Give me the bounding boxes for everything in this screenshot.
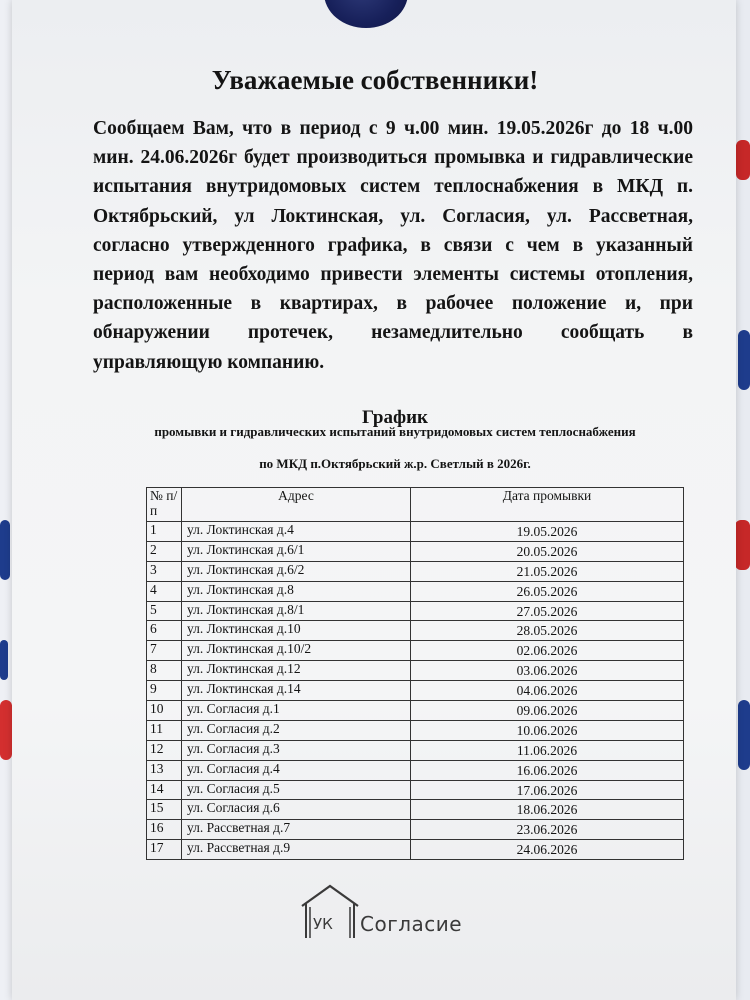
cell-address: ул. Согласия д.3 bbox=[182, 740, 411, 760]
cell-num: 5 bbox=[147, 601, 182, 621]
cell-num: 12 bbox=[147, 740, 182, 760]
cell-num: 14 bbox=[147, 780, 182, 800]
cell-date: 19.05.2026 bbox=[411, 522, 684, 542]
cell-num: 1 bbox=[147, 522, 182, 542]
cell-date: 03.06.2026 bbox=[411, 661, 684, 681]
cell-num: 2 bbox=[147, 541, 182, 561]
wall-decoration bbox=[738, 700, 750, 770]
cell-address: ул. Локтинская д.6/2 bbox=[182, 561, 411, 581]
cell-num: 17 bbox=[147, 840, 182, 860]
table-row bbox=[147, 641, 684, 661]
cell-num: 3 bbox=[147, 561, 182, 581]
wall-decoration bbox=[0, 640, 8, 680]
table-row bbox=[147, 720, 684, 740]
cell-num: 10 bbox=[147, 701, 182, 721]
cell-date: 24.06.2026 bbox=[411, 840, 684, 860]
notice-title: Уважаемые собственники! bbox=[211, 65, 539, 95]
cell-date: 17.06.2026 bbox=[411, 780, 684, 800]
table-row bbox=[147, 561, 684, 581]
table-row bbox=[147, 780, 684, 800]
cell-date: 10.06.2026 bbox=[411, 720, 684, 740]
wall-decoration bbox=[738, 330, 750, 390]
cell-date: 04.06.2026 bbox=[411, 681, 684, 701]
table-row bbox=[147, 701, 684, 721]
cell-num: 13 bbox=[147, 760, 182, 780]
cell-date: 20.05.2026 bbox=[411, 541, 684, 561]
logo-mark: УК bbox=[313, 915, 333, 933]
cell-address: ул. Локтинская д.14 bbox=[182, 681, 411, 701]
house-outline-icon bbox=[298, 882, 362, 942]
table-row bbox=[147, 601, 684, 621]
cell-date: 23.06.2026 bbox=[411, 820, 684, 840]
cell-address: ул. Рассветная д.7 bbox=[182, 820, 411, 840]
cell-date: 28.05.2026 bbox=[411, 621, 684, 641]
cell-address: ул. Локтинская д.6/1 bbox=[182, 541, 411, 561]
company-logo bbox=[298, 882, 498, 942]
cell-date: 18.06.2026 bbox=[411, 800, 684, 820]
schedule-title: График bbox=[362, 407, 428, 428]
cell-address: ул. Локтинская д.12 bbox=[182, 661, 411, 681]
cell-num: 16 bbox=[147, 820, 182, 840]
cell-num: 15 bbox=[147, 800, 182, 820]
cell-address: ул. Локтинская д.4 bbox=[182, 522, 411, 542]
table-row bbox=[147, 760, 684, 780]
cell-num: 11 bbox=[147, 720, 182, 740]
cell-address: ул. Согласия д.1 bbox=[182, 701, 411, 721]
schedule-subtitle: промывки и гидравлических испытаний внутридомовых систем теплоснабжения bbox=[154, 424, 636, 439]
table-row bbox=[147, 840, 684, 860]
cell-address: ул. Локтинская д.10 bbox=[182, 621, 411, 641]
cell-num: 7 bbox=[147, 641, 182, 661]
table-row bbox=[147, 820, 684, 840]
wall-decoration bbox=[735, 520, 750, 570]
header-address: Адрес bbox=[182, 488, 411, 522]
cell-date: 27.05.2026 bbox=[411, 601, 684, 621]
schedule-table bbox=[146, 487, 684, 860]
cell-date: 16.06.2026 bbox=[411, 760, 684, 780]
table-row bbox=[147, 800, 684, 820]
cell-address: ул. Согласия д.5 bbox=[182, 780, 411, 800]
cell-num: 9 bbox=[147, 681, 182, 701]
cell-date: 09.06.2026 bbox=[411, 701, 684, 721]
header-number: № п/п bbox=[147, 488, 182, 522]
table-row bbox=[147, 621, 684, 641]
table-row bbox=[147, 541, 684, 561]
table-header-row bbox=[147, 488, 684, 522]
wall-decoration bbox=[0, 520, 10, 580]
header-date: Дата промывки bbox=[411, 488, 684, 522]
table-row bbox=[147, 681, 684, 701]
cell-address: ул. Локтинская д.8 bbox=[182, 581, 411, 601]
table-row bbox=[147, 661, 684, 681]
schedule-subtitle-location: по МКД п.Октябрьский ж.р. Светлый в 2026г. bbox=[259, 456, 531, 471]
cell-date: 11.06.2026 bbox=[411, 740, 684, 760]
cell-num: 8 bbox=[147, 661, 182, 681]
table-row bbox=[147, 522, 684, 542]
cell-address: ул. Согласия д.4 bbox=[182, 760, 411, 780]
cell-address: ул. Согласия д.6 bbox=[182, 800, 411, 820]
cell-date: 02.06.2026 bbox=[411, 641, 684, 661]
cell-address: ул. Локтинская д.10/2 bbox=[182, 641, 411, 661]
notice-intro: Сообщаем Вам, что в период с 9 ч.00 мин. 19.05.2026г до 18 ч.00 мин. 24.06.2026г будет производиться промывка и гидравлические испытания внутридомовых систем теплоснабжения в МКД п. Октябрьский, ул Локтинская, ул. Согласия, ул. Рассветная, согласно утвержденного графика, в связи с чем в указанный период вам необходимо привести элементы системы отопления, расположенные в квартирах, в рабочее положение и, при обнаружении протечек, незамедлительно сообщать в управляющую компанию. bbox=[93, 118, 693, 373]
cell-num: 4 bbox=[147, 581, 182, 601]
cell-num: 6 bbox=[147, 621, 182, 641]
cell-address: ул. Согласия д.2 bbox=[182, 720, 411, 740]
cell-address: ул. Рассветная д.9 bbox=[182, 840, 411, 860]
wall-decoration bbox=[736, 140, 750, 180]
wall-decoration bbox=[0, 700, 12, 760]
table-row bbox=[147, 581, 684, 601]
cell-date: 21.05.2026 bbox=[411, 561, 684, 581]
table-row bbox=[147, 740, 684, 760]
cell-address: ул. Локтинская д.8/1 bbox=[182, 601, 411, 621]
logo-name: Согласие bbox=[360, 912, 463, 936]
cell-date: 26.05.2026 bbox=[411, 581, 684, 601]
